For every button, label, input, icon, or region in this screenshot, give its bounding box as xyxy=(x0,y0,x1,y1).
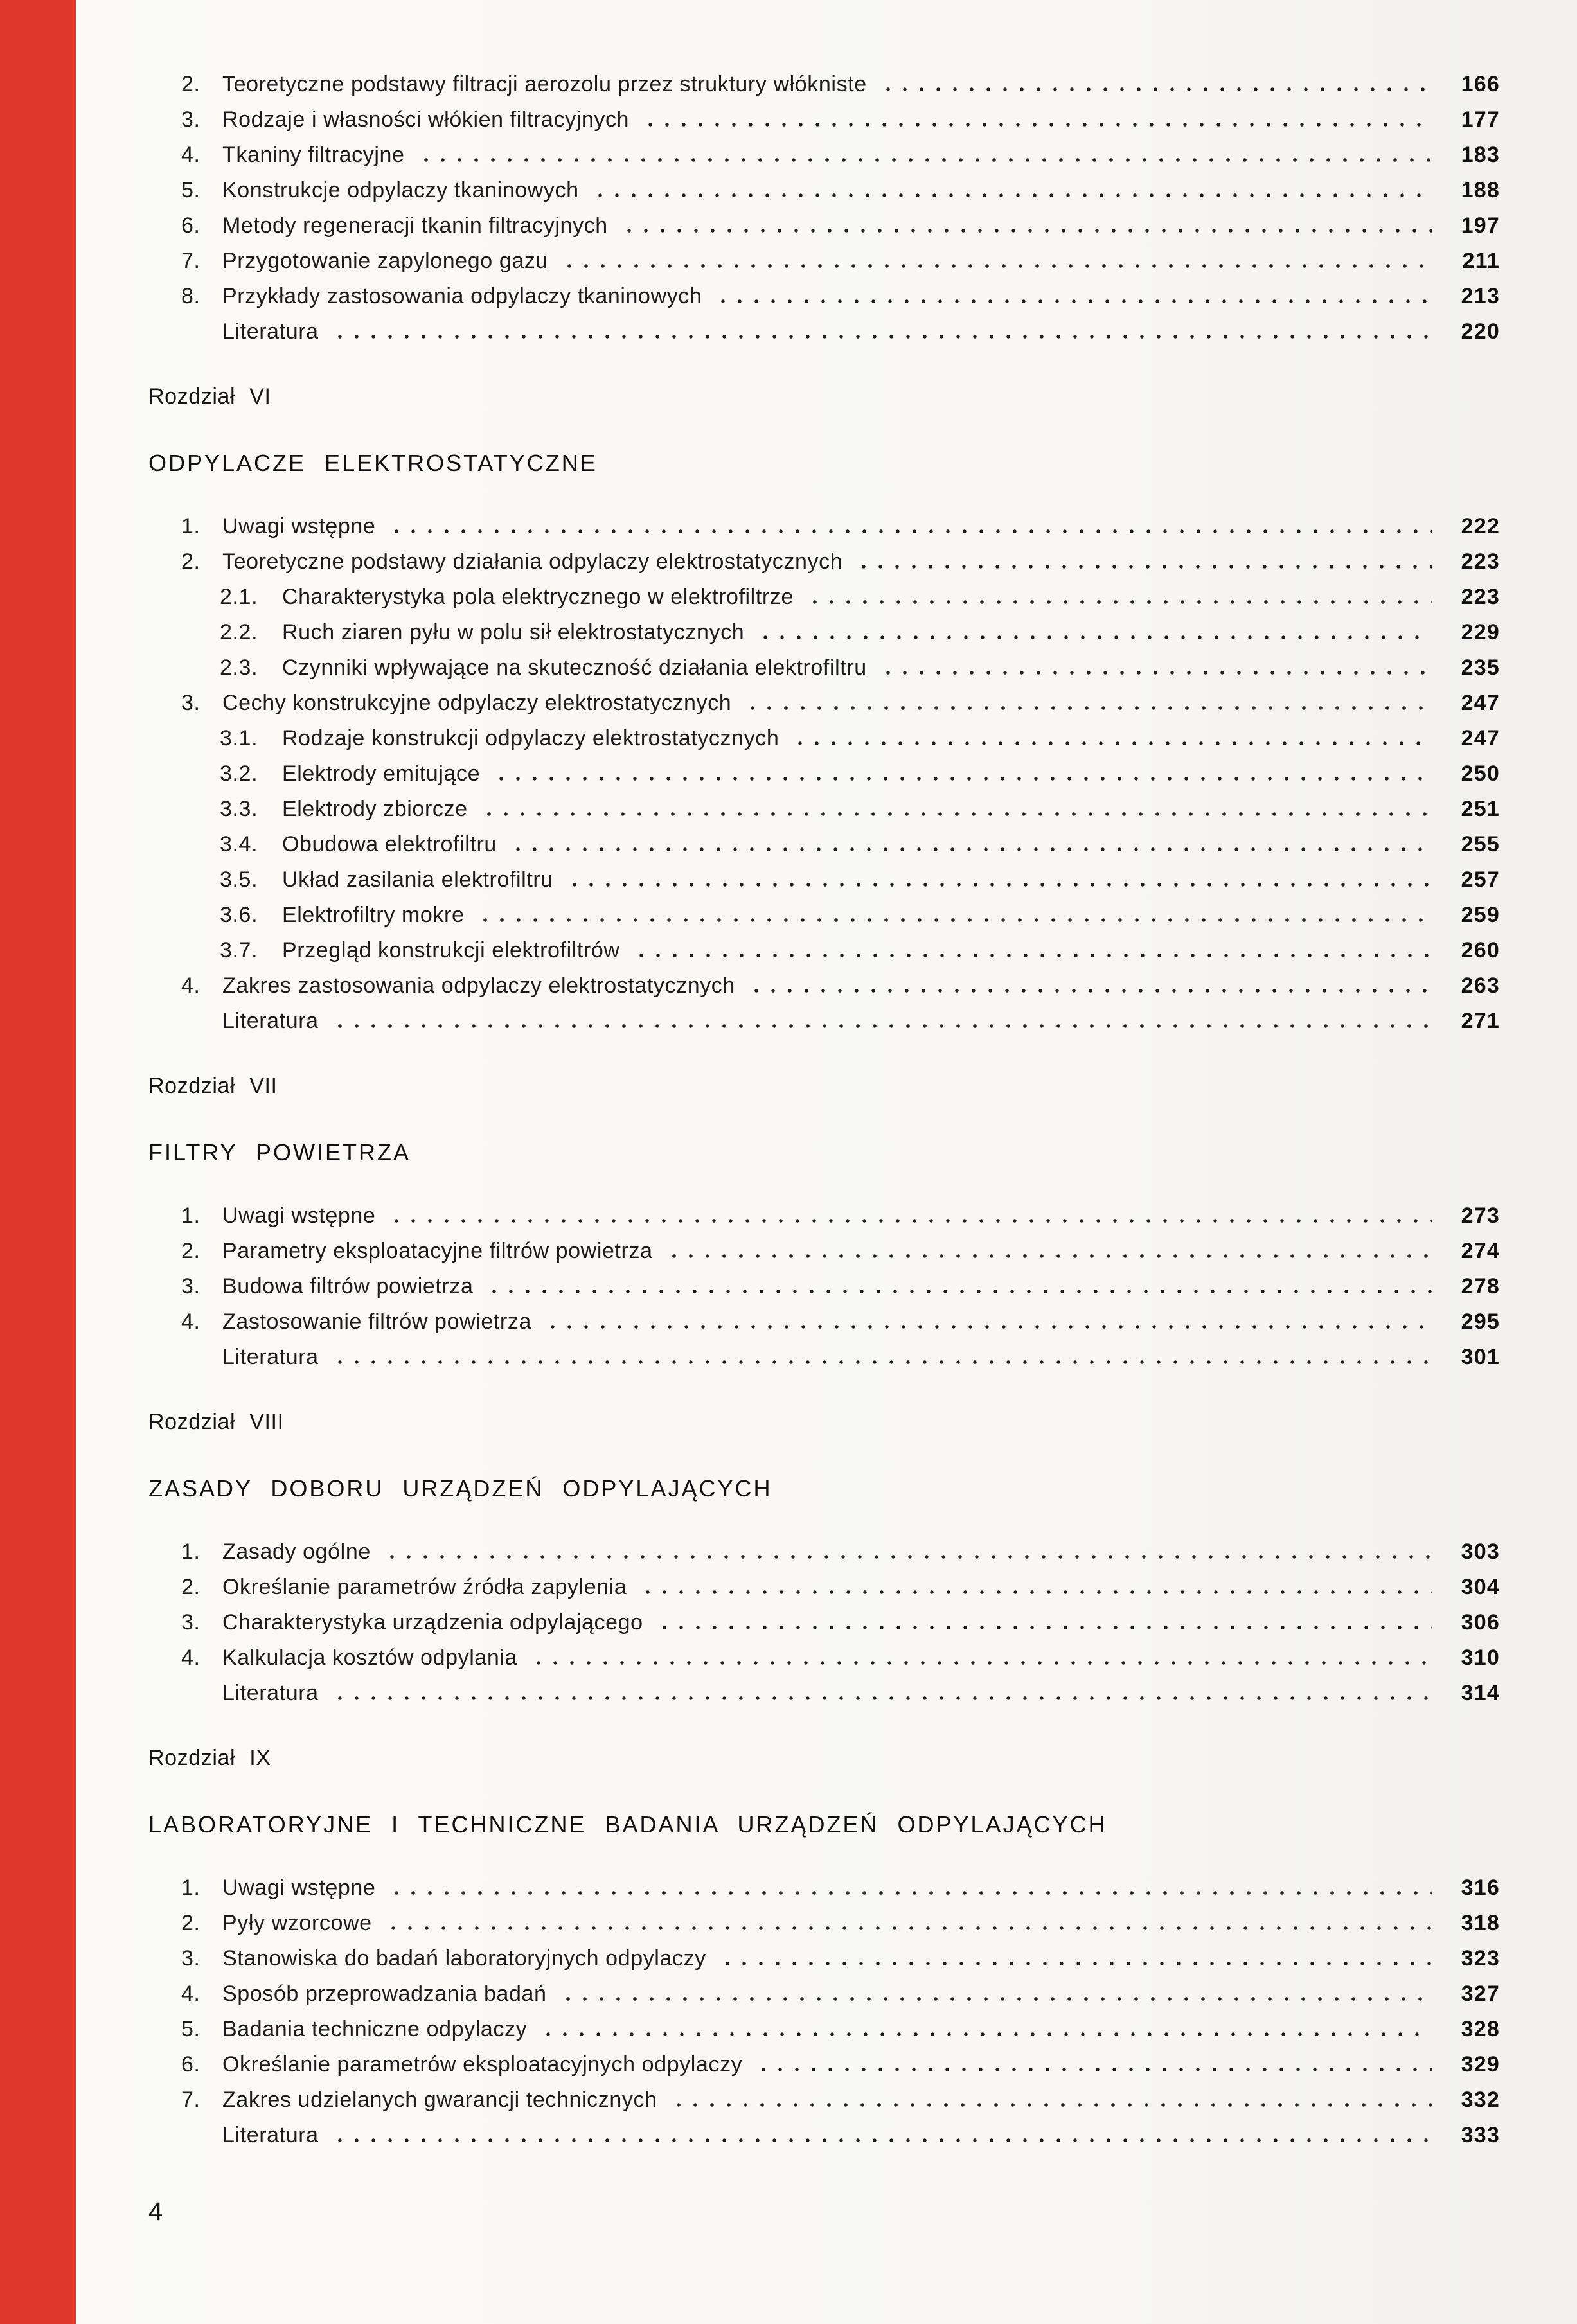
entry-page-number: 235 xyxy=(1461,655,1500,680)
entry-page-number: 333 xyxy=(1461,2123,1500,2147)
dot-leader xyxy=(560,1997,1432,2001)
entry-page-number: 177 xyxy=(1461,107,1500,132)
dot-leader xyxy=(880,671,1432,675)
entry-title: Rodzaje konstrukcji odpylaczy elektrostatycznych xyxy=(282,726,780,750)
toc-entry xyxy=(148,1640,1500,1676)
dot-leader xyxy=(477,918,1432,922)
dot-leader xyxy=(715,299,1432,303)
entry-number: 1. xyxy=(181,1876,200,1900)
entry-title: Zastosowanie filtrów powietrza xyxy=(222,1309,531,1334)
entry-number: 3. xyxy=(181,1274,200,1299)
entry-page-number: 271 xyxy=(1461,1009,1500,1033)
chapter-title: ODPYLACZE ELEKTROSTATYCZNE xyxy=(148,450,598,476)
entry-title: Literatura xyxy=(222,1681,319,1705)
entry-page-number: 223 xyxy=(1461,549,1500,574)
entry-number: 3. xyxy=(181,107,200,132)
toc-entry-list xyxy=(148,1534,1500,1711)
toc-entry xyxy=(148,2012,1500,2047)
dot-leader xyxy=(332,2138,1432,2142)
entry-page-number: 303 xyxy=(1461,1539,1500,1564)
entry-title: Cechy konstrukcyjne odpylaczy elektrostatycznych xyxy=(222,691,732,715)
entry-page-number: 223 xyxy=(1461,585,1500,609)
entry-number: 3.6. xyxy=(220,903,258,927)
entry-title: Przegląd konstrukcji elektrofiltrów xyxy=(282,938,620,962)
page-number: 4 xyxy=(148,2197,163,2226)
dot-leader xyxy=(493,777,1432,781)
entry-page-number: 273 xyxy=(1461,1203,1500,1228)
toc-entry-list xyxy=(148,1870,1500,2153)
dot-leader xyxy=(880,87,1432,91)
dot-leader xyxy=(806,600,1432,604)
entry-title: Literatura xyxy=(222,319,319,344)
toc-entry xyxy=(148,792,1500,827)
entry-title: Obudowa elektrofiltru xyxy=(282,832,497,856)
dot-leader xyxy=(670,2103,1432,2107)
dot-leader xyxy=(388,1219,1432,1223)
toc-entry xyxy=(148,580,1500,615)
entry-title: Literatura xyxy=(222,2123,319,2147)
entry-number: 3.7. xyxy=(220,938,258,962)
entry-page-number: 166 xyxy=(1461,72,1500,96)
dot-leader xyxy=(566,883,1432,887)
entry-number: 3. xyxy=(181,1610,200,1635)
dot-leader xyxy=(332,335,1432,339)
toc-entry xyxy=(148,933,1500,968)
left-binding-stripe xyxy=(0,0,76,2324)
dot-leader xyxy=(388,1891,1432,1895)
entry-page-number: 183 xyxy=(1461,143,1500,167)
toc-entry xyxy=(148,2082,1500,2118)
entry-page-number: 327 xyxy=(1461,1982,1500,2006)
entry-title: Stanowiska do badań laboratoryjnych odpylaczy xyxy=(222,1946,706,1971)
entry-page-number: 247 xyxy=(1461,726,1500,750)
toc-entry xyxy=(148,1906,1500,1941)
entry-number: 8. xyxy=(181,284,200,308)
dot-leader xyxy=(388,529,1432,533)
entry-title: Elektrody emitujące xyxy=(282,761,481,786)
toc-entry xyxy=(148,544,1500,580)
entry-title: Zakres udzielanych gwarancji technicznych xyxy=(222,2088,657,2112)
toc-entry xyxy=(148,1004,1500,1039)
toc-entry xyxy=(148,898,1500,933)
entry-title: Ruch ziaren pyłu w polu sił elektrostatycznych xyxy=(282,620,745,644)
toc-entry xyxy=(148,968,1500,1004)
entry-number: 3.1. xyxy=(220,726,258,750)
entry-page-number: 247 xyxy=(1461,691,1500,715)
toc-entry xyxy=(148,1570,1500,1605)
toc-entry xyxy=(148,137,1500,173)
entry-title: Tkaniny filtracyjne xyxy=(222,143,405,167)
entry-page-number: 229 xyxy=(1461,620,1500,644)
entry-page-number: 329 xyxy=(1461,2052,1500,2077)
toc-entry xyxy=(148,67,1500,102)
entry-page-number: 332 xyxy=(1461,2088,1500,2112)
entry-page-number: 316 xyxy=(1461,1876,1500,1900)
dot-leader xyxy=(561,264,1432,268)
entry-number: 3. xyxy=(181,1946,200,1971)
dot-leader xyxy=(510,847,1432,851)
toc-entry xyxy=(148,1340,1500,1375)
entry-title: Przygotowanie zapylonego gazu xyxy=(222,249,548,273)
dot-leader xyxy=(486,1290,1432,1293)
dot-leader xyxy=(855,565,1432,569)
chapter-label: Rozdział IX xyxy=(148,1746,271,1770)
toc-entry xyxy=(148,279,1500,314)
entry-number: 4. xyxy=(181,1645,200,1670)
entry-number: 4. xyxy=(181,1982,200,2006)
entry-number: 1. xyxy=(181,1539,200,1564)
entry-title: Układ zasilania elektrofiltru xyxy=(282,867,553,892)
entry-title: Określanie parametrów eksploatacyjnych odpylaczy xyxy=(222,2052,743,2077)
toc-entry xyxy=(148,509,1500,544)
entry-title: Zakres zastosowania odpylaczy elektrostatycznych xyxy=(222,973,735,998)
chapter-title: ZASADY DOBORU URZĄDZEŃ ODPYLAJĄCYCH xyxy=(148,1475,772,1502)
toc-entry xyxy=(148,1941,1500,1976)
entry-title: Elektrofiltry mokre xyxy=(282,903,465,927)
dot-leader xyxy=(621,229,1432,233)
entry-number: 5. xyxy=(181,2017,200,2041)
entry-title: Sposób przeprowadzania badań xyxy=(222,1982,547,2006)
chapter-label: Rozdział VIII xyxy=(148,1410,284,1434)
toc-entry xyxy=(148,102,1500,137)
toc-entry xyxy=(148,1605,1500,1640)
entry-title: Kalkulacja kosztów odpylania xyxy=(222,1645,518,1670)
entry-title: Pyły wzorcowe xyxy=(222,1911,372,1935)
entry-page-number: 304 xyxy=(1461,1575,1500,1599)
dot-leader xyxy=(792,741,1432,745)
dot-leader xyxy=(642,123,1432,127)
entry-page-number: 323 xyxy=(1461,1946,1500,1971)
dot-leader xyxy=(385,1926,1432,1930)
toc-entry xyxy=(148,1198,1500,1234)
toc-entry xyxy=(148,1534,1500,1570)
entry-title: Uwagi wstępne xyxy=(222,514,376,538)
entry-number: 3.2. xyxy=(220,761,258,786)
toc-content xyxy=(148,39,1500,2230)
toc-entry xyxy=(148,650,1500,686)
entry-title: Charakterystyka pola elektrycznego w elektrofiltrze xyxy=(282,585,794,609)
entry-title: Budowa filtrów powietrza xyxy=(222,1274,474,1299)
entry-number: 2. xyxy=(181,72,200,96)
entry-page-number: 301 xyxy=(1461,1345,1500,1369)
chapter-label: Rozdział VI xyxy=(148,384,271,409)
entry-page-number: 306 xyxy=(1461,1610,1500,1635)
toc-entry xyxy=(148,862,1500,898)
entry-number: 2.2. xyxy=(220,620,258,644)
entry-number: 3. xyxy=(181,691,200,715)
dot-leader xyxy=(332,1024,1432,1028)
entry-page-number: 213 xyxy=(1461,284,1500,308)
entry-number: 1. xyxy=(181,514,200,538)
toc-entry xyxy=(148,1676,1500,1711)
entry-page-number: 274 xyxy=(1461,1239,1500,1263)
toc-entry xyxy=(148,615,1500,650)
dot-leader xyxy=(748,989,1432,993)
entry-page-number: 318 xyxy=(1461,1911,1500,1935)
entry-title: Rodzaje i własności włókien filtracyjnych xyxy=(222,107,630,132)
entry-number: 2. xyxy=(181,1575,200,1599)
entry-title: Teoretyczne podstawy działania odpylaczy elektrostatycznych xyxy=(222,549,843,574)
entry-number: 2.3. xyxy=(220,655,258,680)
toc-entry xyxy=(148,1304,1500,1340)
entry-page-number: 260 xyxy=(1461,938,1500,962)
entry-number: 3.4. xyxy=(220,832,258,856)
entry-title: Zasady ogólne xyxy=(222,1539,371,1564)
entry-number: 6. xyxy=(181,213,200,238)
entry-page-number: 211 xyxy=(1462,249,1500,273)
entry-title: Określanie parametrów źródła zapylenia xyxy=(222,1575,627,1599)
entry-page-number: 188 xyxy=(1461,178,1500,202)
toc-entry-list xyxy=(148,509,1500,1039)
entry-page-number: 259 xyxy=(1461,903,1500,927)
entry-page-number: 314 xyxy=(1461,1681,1500,1705)
entry-page-number: 250 xyxy=(1461,761,1500,786)
entry-page-number: 257 xyxy=(1461,867,1500,892)
entry-page-number: 278 xyxy=(1461,1274,1500,1299)
toc-entry xyxy=(148,244,1500,279)
dot-leader xyxy=(666,1254,1432,1258)
toc-entry xyxy=(148,721,1500,756)
chapter-label: Rozdział VII xyxy=(148,1074,278,1098)
dot-leader xyxy=(332,1360,1432,1364)
entry-title: Konstrukcje odpylaczy tkaninowych xyxy=(222,178,579,202)
dot-leader xyxy=(332,1696,1432,1700)
toc-entry xyxy=(148,827,1500,862)
toc-entry xyxy=(148,1976,1500,2012)
toc-entry-list xyxy=(148,67,1500,350)
dot-leader xyxy=(530,1661,1432,1665)
entry-number: 7. xyxy=(181,2088,200,2112)
toc-entry xyxy=(148,756,1500,792)
toc-entry xyxy=(148,2118,1500,2153)
toc-entry xyxy=(148,1269,1500,1304)
entry-title: Metody regeneracji tkanin filtracyjnych xyxy=(222,213,608,238)
entry-title: Czynniki wpływające na skuteczność działania elektrofiltru xyxy=(282,655,867,680)
entry-number: 2. xyxy=(181,1911,200,1935)
entry-number: 2. xyxy=(181,1239,200,1263)
entry-page-number: 222 xyxy=(1461,514,1500,538)
entry-title: Parametry eksploatacyjne filtrów powietrza xyxy=(222,1239,653,1263)
entry-page-number: 328 xyxy=(1461,2017,1500,2041)
dot-leader xyxy=(418,158,1432,162)
entry-title: Badania techniczne odpylaczy xyxy=(222,2017,528,2041)
entry-page-number: 255 xyxy=(1461,832,1500,856)
entry-title: Uwagi wstępne xyxy=(222,1203,376,1228)
entry-page-number: 263 xyxy=(1461,973,1500,998)
toc-entry xyxy=(148,314,1500,350)
entry-page-number: 197 xyxy=(1461,213,1500,238)
entry-number: 7. xyxy=(181,249,200,273)
entry-page-number: 295 xyxy=(1461,1309,1500,1334)
entry-number: 3.5. xyxy=(220,867,258,892)
entry-title: Literatura xyxy=(222,1009,319,1033)
dot-leader xyxy=(744,706,1432,710)
dot-leader xyxy=(755,2068,1432,2071)
dot-leader xyxy=(656,1626,1432,1629)
dot-leader xyxy=(757,635,1432,639)
toc-entry xyxy=(148,2047,1500,2082)
dot-leader xyxy=(384,1555,1432,1559)
entry-title: Teoretyczne podstawy filtracji aerozolu przez struktury włókniste xyxy=(222,72,867,96)
entry-number: 4. xyxy=(181,973,200,998)
chapter-title: LABORATORYJNE I TECHNICZNE BADANIA URZĄDZEŃ ODPYLAJĄCYCH xyxy=(148,1811,1107,1838)
entry-number: 2.1. xyxy=(220,585,258,609)
toc-entry xyxy=(148,1870,1500,1906)
entry-title: Przykłady zastosowania odpylaczy tkaninowych xyxy=(222,284,702,308)
dot-leader xyxy=(592,193,1432,197)
dot-leader xyxy=(633,954,1432,957)
entry-number: 3.3. xyxy=(220,797,258,821)
entry-number: 4. xyxy=(181,143,200,167)
toc-entry xyxy=(148,173,1500,208)
entry-page-number: 220 xyxy=(1461,319,1500,344)
entry-number: 4. xyxy=(181,1309,200,1334)
entry-number: 6. xyxy=(181,2052,200,2077)
dot-leader xyxy=(481,812,1432,816)
entry-page-number: 310 xyxy=(1461,1645,1500,1670)
entry-number: 1. xyxy=(181,1203,200,1228)
entry-number: 2. xyxy=(181,549,200,574)
entry-number: 5. xyxy=(181,178,200,202)
entry-title: Literatura xyxy=(222,1345,319,1369)
entry-title: Uwagi wstępne xyxy=(222,1876,376,1900)
dot-leader xyxy=(540,2032,1432,2036)
dot-leader xyxy=(544,1325,1432,1329)
toc-entry-list xyxy=(148,1198,1500,1375)
dot-leader xyxy=(719,1962,1432,1965)
entry-title: Charakterystyka urządzenia odpylającego xyxy=(222,1610,643,1635)
toc-entry xyxy=(148,686,1500,721)
toc-entry xyxy=(148,208,1500,244)
dot-leader xyxy=(639,1590,1432,1594)
toc-entry xyxy=(148,1234,1500,1269)
chapter-title: FILTRY POWIETRZA xyxy=(148,1139,411,1166)
entry-page-number: 251 xyxy=(1461,797,1500,821)
entry-title: Elektrody zbiorcze xyxy=(282,797,468,821)
